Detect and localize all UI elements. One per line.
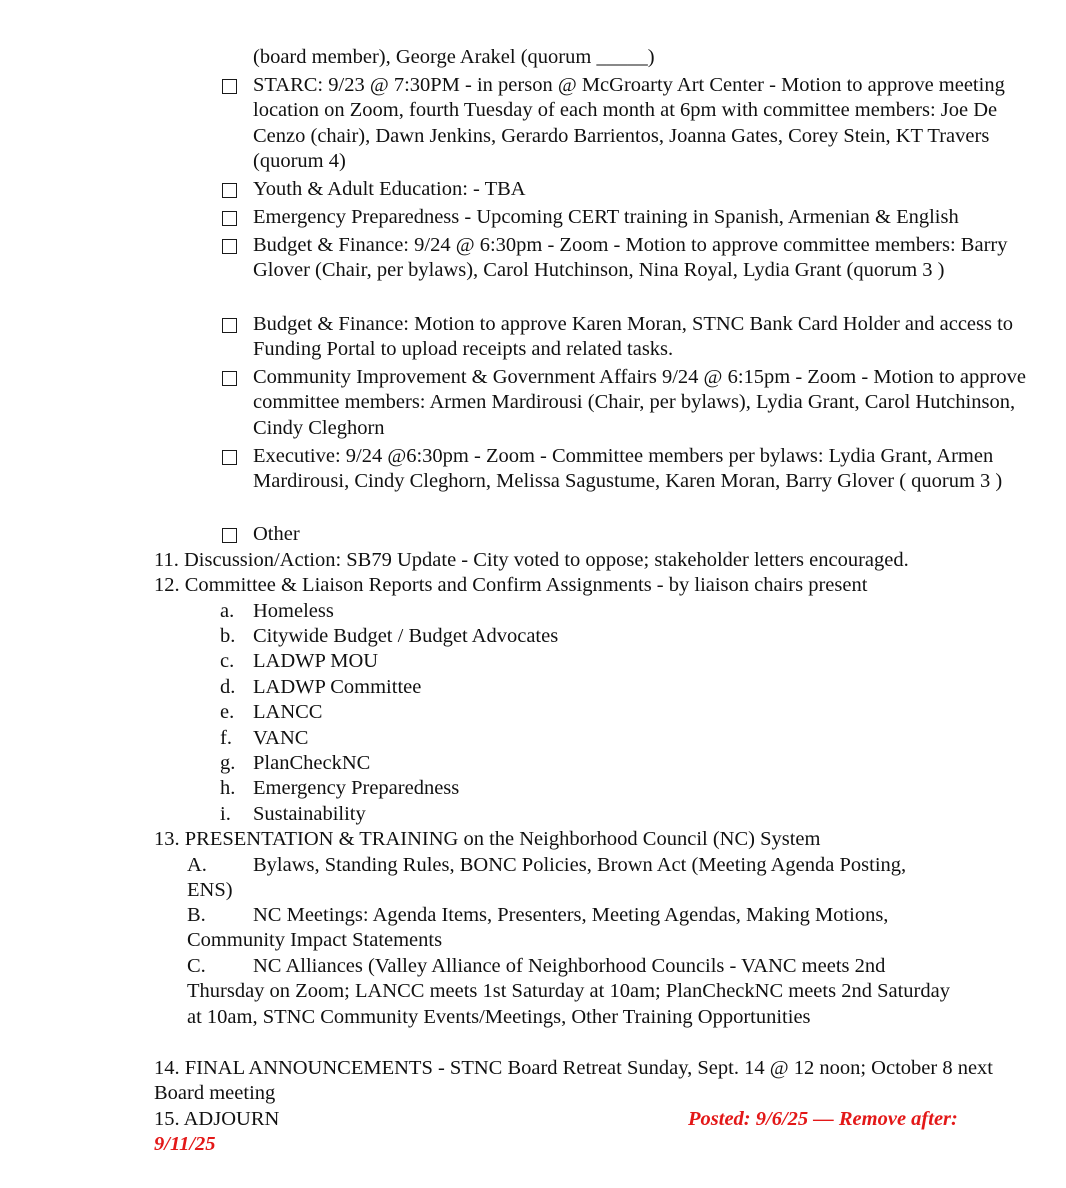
- sub-item-ladwp-mou: [220, 649, 820, 674]
- sub-item-text: LADWP MOU: [253, 650, 379, 672]
- posted-remove-date: 9/11/25: [154, 1133, 216, 1155]
- checkbox-item-text: STARC: 9/23 @ 7:30PM - in person @ McGroarty Art Center - Motion to approve meeting location on Zoom, fourth Tuesday of each month at 6pm with committee members: Joe De Cenzo (chair), Dawn Jenkins, Gerardo Barrientos, Joanna Gates, Corey Stein, KT Travers (quorum 4): [253, 74, 1005, 173]
- training-item-c: [187, 954, 955, 1030]
- checkbox[interactable]: [222, 211, 237, 226]
- checkbox[interactable]: [222, 183, 237, 198]
- sub-item-letter: h.: [220, 777, 236, 799]
- agenda-item-13: 13. PRESENTATION & TRAINING on the Neighborhood Council (NC) System: [154, 828, 821, 850]
- checkbox[interactable]: [222, 450, 237, 465]
- checkbox-item-text: Community Improvement & Government Affairs 9/24 @ 6:15pm - Zoom - Motion to approve committee members: Armen Mardirousi (Chair, per bylaws), Lydia Grant, Carol Hutchinson, Cindy Cleghorn: [253, 366, 1026, 439]
- agenda-item-15: 15. ADJOURN: [154, 1108, 280, 1130]
- agenda-item-14: 14. FINAL ANNOUNCEMENTS - STNC Board Retreat Sunday, Sept. 14 @ 12 noon; October 8 next Board meeting: [154, 1057, 993, 1105]
- sub-item-letter: d.: [220, 676, 236, 698]
- sub-item-letter: g.: [220, 752, 236, 774]
- sub-item-letter: i.: [220, 803, 231, 825]
- sub-item-text: Sustainability: [253, 803, 366, 825]
- sub-item-text: LANCC: [253, 701, 323, 723]
- checkbox-item-text: Budget & Finance: Motion to approve Karen Moran, STNC Bank Card Holder and access to Funding Portal to upload receipts and related tasks.: [253, 313, 1014, 361]
- training-item-a: [187, 853, 907, 904]
- agenda-item-11: 11. Discussion/Action: SB79 Update - City voted to oppose; stakeholder letters encouraged.: [154, 549, 909, 571]
- sub-item-citywide-budget: [220, 624, 820, 649]
- sub-item-text: Homeless: [253, 600, 334, 622]
- sub-item-text: VANC: [253, 727, 309, 749]
- training-item-text: Bylaws, Standing Rules, BONC Policies, Brown Act (Meeting Agenda Posting, ENS): [187, 854, 907, 902]
- sub-item-text: LADWP Committee: [253, 676, 422, 698]
- sub-item-ladwp-committee: [220, 675, 820, 700]
- training-item-letter: C.: [187, 955, 206, 977]
- sub-item-text: Citywide Budget / Budget Advocates: [253, 625, 559, 647]
- training-item-text: NC Meetings: Agenda Items, Presenters, Meeting Agendas, Making Motions, Community Impact Statements: [187, 904, 889, 952]
- sub-item-text: PlanCheckNC: [253, 752, 371, 774]
- sub-item-letter: b.: [220, 625, 236, 647]
- sub-item-letter: f.: [220, 727, 232, 749]
- sub-item-sustainability: [220, 802, 820, 827]
- checkbox[interactable]: [222, 318, 237, 333]
- sub-item-homeless: [220, 599, 820, 624]
- sub-item-lancc: [220, 700, 820, 725]
- sub-item-letter: c.: [220, 650, 235, 672]
- checkbox[interactable]: [222, 79, 237, 94]
- continuation-line: (board member), George Arakel (quorum _____): [253, 46, 655, 68]
- sub-item-plancheck: [220, 751, 820, 776]
- checkbox[interactable]: [222, 371, 237, 386]
- training-item-b: [187, 903, 957, 954]
- agenda-item-12: 12. Committee & Liaison Reports and Confirm Assignments - by liaison chairs present: [154, 574, 868, 596]
- sub-item-text: Emergency Preparedness: [253, 777, 460, 799]
- checkbox[interactable]: [222, 528, 237, 543]
- training-item-letter: A.: [187, 854, 207, 876]
- sub-item-letter: a.: [220, 600, 235, 622]
- checkbox[interactable]: [222, 239, 237, 254]
- checkbox-item-text: Other: [253, 523, 300, 545]
- training-item-letter: B.: [187, 904, 206, 926]
- checkbox-item-text: Youth & Adult Education: - TBA: [253, 178, 526, 200]
- sub-item-emergency-preparedness: [220, 776, 820, 801]
- checkbox-item-text: Executive: 9/24 @6:30pm - Zoom - Committee members per bylaws: Lydia Grant, Armen Mardirousi, Cindy Cleghorn, Melissa Sagustume, Karen Moran, Barry Glover ( quorum 3 ): [253, 445, 1003, 493]
- sub-item-letter: e.: [220, 701, 235, 723]
- training-item-text: NC Alliances (Valley Alliance of Neighborhood Councils - VANC meets 2nd Thursday on Zoom; LANCC meets 1st Saturday at 10am; PlanCheckNC meets 2nd Saturday at 10am, STNC Community Events/Meetings, Other Training Opportunities: [187, 955, 950, 1028]
- checkbox-item-text: Emergency Preparedness - Upcoming CERT training in Spanish, Armenian & English: [253, 206, 959, 228]
- posted-notice: Posted: 9/6/25 — Remove after:: [688, 1108, 958, 1130]
- sub-item-vanc: [220, 726, 820, 751]
- checkbox-item-text: Budget & Finance: 9/24 @ 6:30pm - Zoom - Motion to approve committee members: Barry Glover (Chair, per bylaws), Carol Hutchinson, Nina Royal, Lydia Grant (quorum 3 ): [253, 234, 1008, 282]
